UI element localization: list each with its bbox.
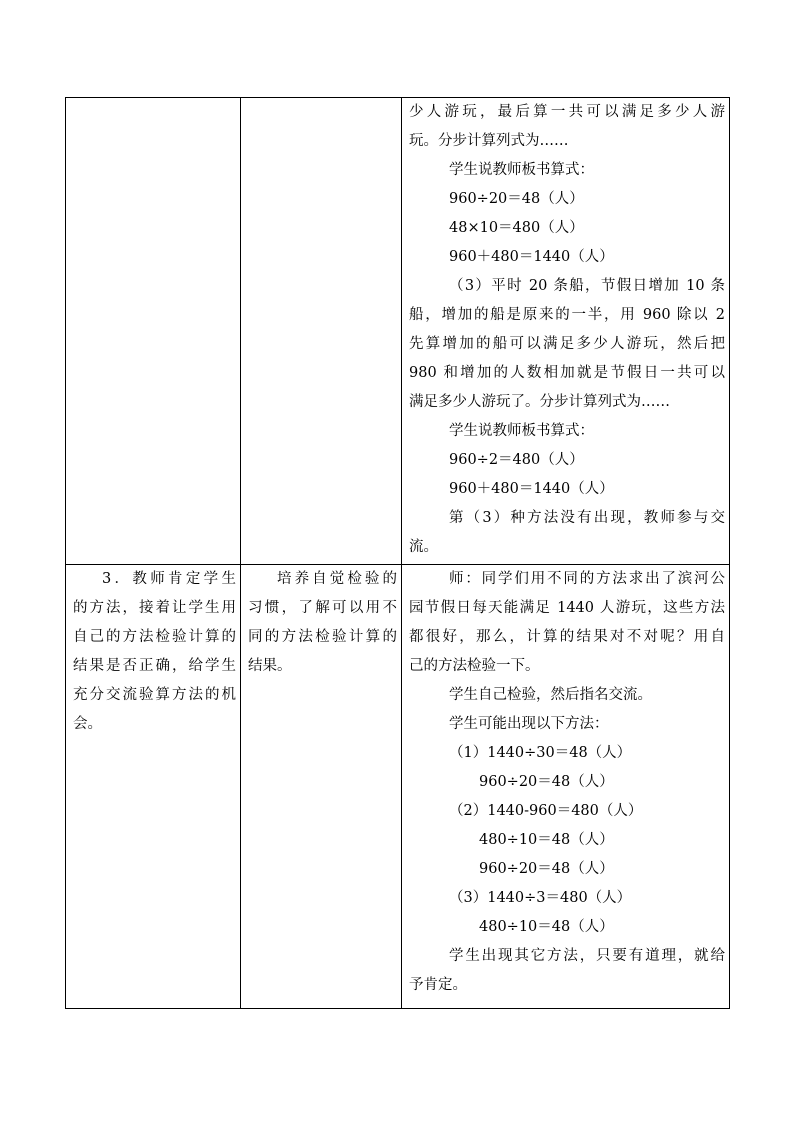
table-row — [66, 565, 730, 1009]
text-line: 满足多少人游玩了。分步计算列式为…… — [409, 394, 670, 410]
equation-line: （1）1440÷30＝48（人） — [449, 745, 632, 761]
lesson-plan-table — [65, 97, 730, 1009]
teacher-activity-cell — [66, 98, 241, 565]
text-line: 学生说教师板书算式： — [449, 162, 594, 178]
text-line: 学生说教师板书算式： — [449, 423, 594, 439]
text-line: 980 和增加的人数相加就是节假日一共可以 — [409, 365, 725, 381]
text-line: 园节假日每天能满足 1440 人游玩，这些方法 — [409, 600, 725, 616]
teacher-activity-cell — [66, 565, 241, 1009]
equation-line: 960÷20＝48（人） — [449, 191, 584, 207]
text-line: 结果。 — [248, 658, 292, 674]
text-line: 同的方法检验计算的 — [248, 629, 397, 645]
text-line: 自己的方法检验计算的 — [73, 629, 236, 645]
text-line: 会。 — [73, 716, 102, 732]
equation-line: 480÷10＝48（人） — [479, 832, 614, 848]
text-line: 学生可能出现以下方法： — [449, 716, 609, 732]
text-line: 充分交流验算方法的机 — [73, 687, 236, 703]
text-line: 学生自己检验，然后指名交流。 — [449, 687, 652, 703]
text-line: 少人游玩，最后算一共可以满足多少人游 — [409, 104, 725, 120]
text-line: 的方法，接着让学生用 — [73, 600, 236, 616]
text-line: 师：同学们用不同的方法求出了滨河公 — [449, 571, 725, 587]
text-line: 船，增加的船是原来的一半，用 960 除以 2 — [409, 307, 725, 323]
equation-line: 480÷10＝48（人） — [479, 919, 614, 935]
text-line: 流。 — [409, 539, 438, 555]
student-activity-cell — [402, 565, 730, 1009]
text-line: 培养自觉检验的 — [277, 571, 397, 587]
equation-line: （3）1440÷3＝480（人） — [449, 890, 632, 906]
text-line: 己的方法检验一下。 — [409, 658, 540, 674]
equation-line: 960＋480＝1440（人） — [449, 481, 614, 497]
equation-line: 960÷20＝48（人） — [479, 861, 614, 877]
text-line: 先算增加的船可以满足多少人游玩，然后把 — [409, 336, 725, 352]
table-row — [66, 98, 730, 565]
equation-line: 960＋480＝1440（人） — [449, 249, 614, 265]
design-intent-cell — [241, 565, 402, 1009]
text-line: 3．教师肯定学生 — [102, 571, 236, 587]
text-line: 第（3）种方法没有出现，教师参与交 — [449, 510, 725, 526]
design-intent-cell — [241, 98, 402, 565]
equation-line: （2）1440-960＝480（人） — [449, 803, 643, 819]
text-line: 习惯，了解可以用不 — [248, 600, 397, 616]
equation-line: 960÷2＝480（人） — [449, 452, 584, 468]
text-line: 予肯定。 — [409, 977, 467, 993]
text-line: 都很好，那么，计算的结果对不对呢？用自 — [409, 629, 725, 645]
text-line: 玩。分步计算列式为…… — [409, 133, 569, 149]
text-line: 学生出现其它方法，只要有道理，就给 — [449, 948, 725, 964]
text-line: （3）平时 20 条船，节假日增加 10 条 — [449, 278, 725, 294]
equation-line: 960÷20＝48（人） — [479, 774, 614, 790]
equation-line: 48×10＝480（人） — [449, 220, 584, 236]
text-line: 结果是否正确，给学生 — [73, 658, 236, 674]
student-activity-cell — [402, 98, 730, 565]
